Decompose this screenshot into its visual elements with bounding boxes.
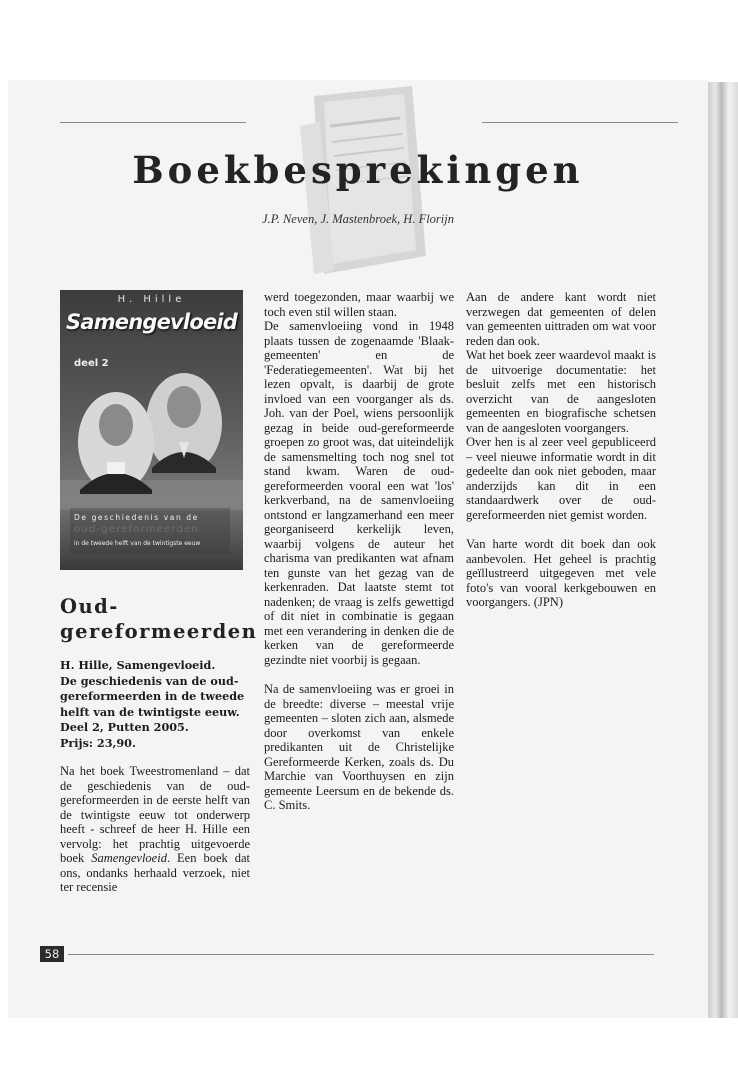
book-title-italic: Samengevloeid <box>91 851 167 865</box>
cover-subtitle-line1: De geschiedenis van de <box>74 513 199 522</box>
column-3-text <box>466 290 656 610</box>
page-number: 58 <box>40 946 64 962</box>
header-rule-right <box>482 122 678 123</box>
authors-byline: J.P. Neven, J. Mastenbroek, H. Florijn <box>262 212 454 226</box>
section-heading: Oud-gereformeerden <box>60 595 258 643</box>
paragraph: De samenvloeiing vond in 1948 plaats tussen de zogenaamde 'Blaak-gemeenten' en de 'Federatiegemeenten'. Wat bij het lezen opvalt, is daarbij de grote invloed van een voorganger als ds. Joh. van der Poel, wiens persoonlijk gezag in beide oud-gereformeerde groepen zo groot was, dat uiteindelijk de samensmelting toch nog snel tot stand kwam. Waren de oud-gereformeerden vooral een wat 'los' kerkverband, na de samenvloeiing ontstond er langzamerhand een meer georganiseerd kerkelijk leven, waarbij volgens de auteur het charisma van predikanten wat afnam ten gunste van het gezag van de kerkenraden. Dat laatste stemt tot nadenken; de vraag is zelfs gewettigd of dit niet in combinatie is gegaan met een verandering in denken die de kerken van de gereformeerde gezindte niet voorbij is gegaan. <box>264 319 454 667</box>
cover-volume: deel 2 <box>74 358 109 369</box>
book-detail-line: gereformeerden in de tweede <box>60 689 245 703</box>
column-2-text <box>264 290 454 813</box>
book-cover-image <box>60 290 243 570</box>
cover-subtitle-line3: in de tweede helft van de twintigste eeuw <box>74 540 201 547</box>
paragraph: werd toegezonden, maar waarbij we toch even stil willen staan. <box>264 290 454 319</box>
magazine-page <box>8 80 708 1018</box>
book-detail-line: Prijs: 23,90. <box>60 735 136 750</box>
paragraph-text: . Een boek dat ons, ondanks herhaald verzoek, niet ter recensie <box>60 851 250 894</box>
column-1-text <box>60 764 250 895</box>
book-detail-line: helft van de twintigste eeuw. <box>60 704 240 719</box>
paragraph: Van harte wordt dit boek dan ook aanbevolen. Het geheel is prachtig geïllustreerd uitgegeven met vele foto's van vooral kerkgebouwen en voorgangers. (JPN) <box>466 537 656 609</box>
cover-title: Samengevloeid <box>66 310 238 334</box>
footer-rule <box>68 954 654 955</box>
paragraph-text: Na het boek Tweestromenland – dat de geschiedenis van de oud-gereformeerden in de eerste helft van de twintigste eeuw tot onderwerp heeft - schreef de heer H. Hille een vervolg: het prachtig uitgevoerde boek <box>60 764 250 865</box>
cover-subtitle-line2: oud-gereformeerden <box>74 524 199 535</box>
paragraph: Na de samenvloeiing was er groei in de breedte: diverse – meestal vrije gemeenten – sloten zich aan, alsmede door overkomst van enkele predikanten uit de Christelijke Gereformeerde Kerken, zoals ds. Du Marchie van Voorthuysen en zijn gemeente Leersum en de bekende ds. C. Smits. <box>264 682 454 812</box>
paragraph: Over hen is al zeer veel gepubliceerd – veel nieuwe informatie wordt in dit gedeelte dan ook niet geboden, maar anderzijds kan dit in een standaardwerk over de oud-gereformeerden niet gemist worden. <box>466 435 656 522</box>
book-detail-line: H. Hille, Samengevloeid. <box>60 658 216 672</box>
book-detail-line: Deel 2, Putten 2005. <box>60 720 189 734</box>
book-detail-line: De geschiedenis van de oud- <box>60 673 239 688</box>
header-rule-left <box>60 122 246 123</box>
page-title: Boekbesprekingen <box>132 148 584 192</box>
book-spine-edge <box>708 82 738 1018</box>
cover-author: H. Hille <box>117 294 186 305</box>
paragraph: Wat het boek zeer waardevol maakt is de uitvoerige documentatie: het besluit zelfs met een historisch overzicht van de aangesloten gemeenten en biografische schetsen van de aangesloten voorgangers. <box>466 348 656 435</box>
paragraph: Aan de andere kant wordt niet verzwegen dat gemeenten of delen van gemeenten uittraden om wat voor reden dan ook. <box>466 290 656 348</box>
paragraph <box>60 764 250 895</box>
book-details <box>60 658 246 751</box>
